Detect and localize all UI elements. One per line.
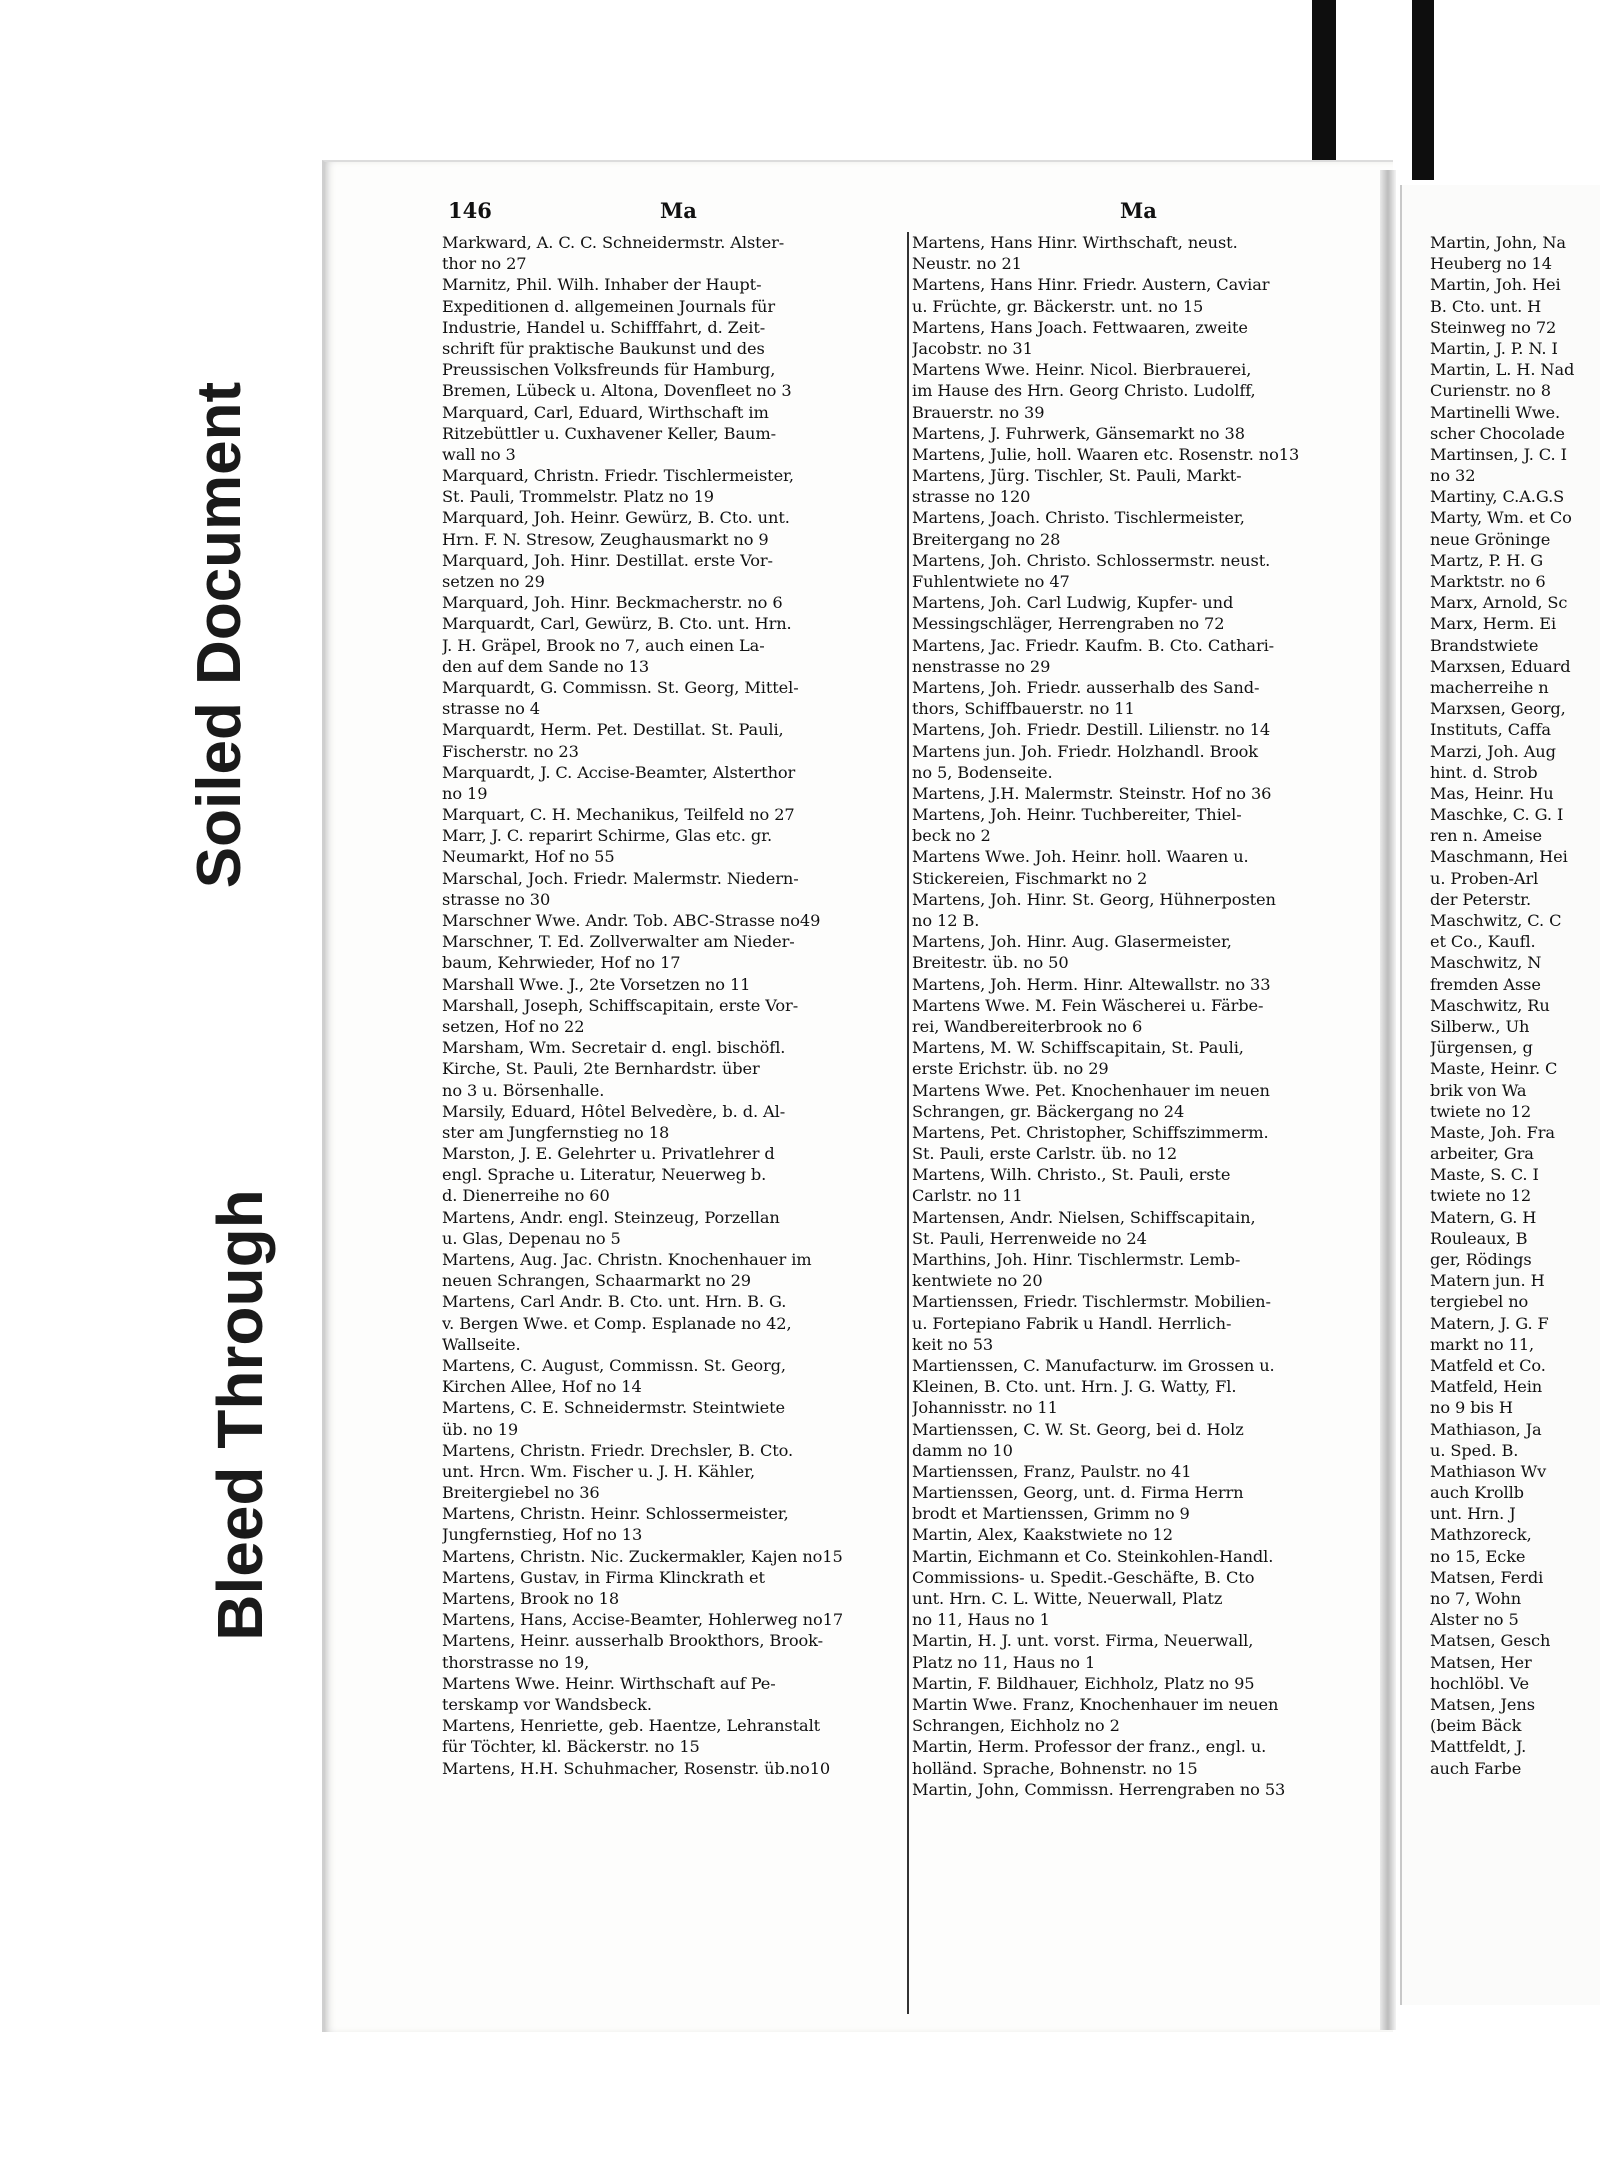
directory-entry-line: Breitergang no 28 bbox=[912, 529, 1061, 549]
directory-entry-line: Mathiason, Ja bbox=[1430, 1419, 1542, 1439]
directory-entry-line: Kleinen, B. Cto. unt. Hrn. J. G. Watty, Fl. bbox=[912, 1377, 1237, 1397]
directory-entry-line: u. Fortepiano Fabrik u Handl. Herrlich- bbox=[912, 1313, 1232, 1333]
left-column-head: Ma bbox=[660, 198, 697, 223]
directory-entry-line: Heuberg no 14 bbox=[1430, 254, 1552, 274]
directory-entry-line: Marquard, Christn. Friedr. Tischlermeister, bbox=[442, 466, 794, 486]
directory-entry-line: Martens, C. August, Commissn. St. Georg, bbox=[442, 1355, 786, 1375]
right-column-head: Ma bbox=[1120, 198, 1157, 223]
directory-entry-line: Martin, Herm. Professor der franz., engl. u. bbox=[912, 1737, 1267, 1757]
directory-entry-line: Maschke, C. G. I bbox=[1430, 805, 1564, 825]
directory-entry-line: St. Pauli, Trommelstr. Platz no 19 bbox=[442, 487, 714, 507]
directory-entry-line: Jürgensen, g bbox=[1430, 1038, 1533, 1058]
directory-entry-line: no 9 bis H bbox=[1430, 1398, 1513, 1418]
directory-entry-line: Martens Wwe. Pet. Knochenhauer im neuen bbox=[912, 1080, 1270, 1100]
directory-entry-line: Martens Wwe. Heinr. Nicol. Bierbrauerei, bbox=[912, 360, 1252, 380]
directory-entry-line: Martens Wwe. M. Fein Wäscherei u. Färbe- bbox=[912, 995, 1264, 1015]
directory-entry-line: Martienssen, C. Manufacturw. im Grossen u. bbox=[912, 1355, 1275, 1375]
directory-entry-line: Martens, Joh. Herm. Hinr. Altewallstr. no 33 bbox=[912, 974, 1271, 994]
directory-entry-line: Steinweg no 72 bbox=[1430, 317, 1557, 337]
directory-entry-line: B. Cto. unt. H bbox=[1430, 296, 1542, 316]
directory-entry-line: Industrie, Handel u. Schifffahrt, d. Zeit- bbox=[442, 317, 766, 337]
directory-entry-line: Marsily, Eduard, Hôtel Belvedère, b. d. Al- bbox=[442, 1101, 786, 1121]
directory-entry-line: Martens, Joh. Heinr. Tuchbereiter, Thiel- bbox=[912, 805, 1242, 825]
directory-entry-line: Martens, Joh. Carl Ludwig, Kupfer- und bbox=[912, 593, 1234, 613]
directory-entry-line: Marquardt, J. C. Accise-Beamter, Alsterthor bbox=[442, 762, 796, 782]
column-rule bbox=[907, 232, 909, 2014]
directory-entry-line: no 19 bbox=[442, 783, 488, 803]
directory-entry-line: tergiebel no bbox=[1430, 1292, 1529, 1312]
directory-entry-line: scher Chocolade bbox=[1430, 423, 1565, 443]
directory-entry-line: Martinelli Wwe. bbox=[1430, 402, 1561, 422]
directory-entry-line: damm no 10 bbox=[912, 1440, 1013, 1460]
directory-entry-line: Wallseite. bbox=[442, 1334, 521, 1354]
directory-entry-line: Marthins, Joh. Hinr. Tischlermstr. Lemb- bbox=[912, 1250, 1241, 1269]
soiled-document-stamp: Soiled Document bbox=[185, 381, 254, 889]
directory-entry-line: unt. Hrcn. Wm. Fischer u. J. H. Kähler, bbox=[442, 1461, 756, 1481]
directory-entry-line: Schrangen, gr. Bäckergang no 24 bbox=[912, 1101, 1185, 1121]
directory-entry-line: Martens, Joh. Hinr. St. Georg, Hühnerposten bbox=[912, 889, 1276, 909]
directory-entry-line: Martens, Hans Hinr. Friedr. Austern, Caviar bbox=[912, 275, 1270, 295]
directory-entry-line: strasse no 30 bbox=[442, 889, 551, 909]
directory-entry-line: Platz no 11, Haus no 1 bbox=[912, 1652, 1096, 1672]
directory-entry-line: no 5, Bodenseite. bbox=[912, 762, 1053, 782]
directory-entry-line: markt no 11, bbox=[1430, 1334, 1535, 1354]
directory-entry-line: Jungfernstieg, Hof no 13 bbox=[442, 1525, 643, 1545]
directory-entry-line: auch Farbe bbox=[1430, 1758, 1522, 1778]
directory-entry-line: Marshall, Joseph, Schiffscapitain, erste Vor- bbox=[442, 995, 799, 1015]
directory-entry-line: nenstrasse no 29 bbox=[912, 656, 1051, 676]
directory-entry-line: Markward, A. C. C. Schneidermstr. Alster- bbox=[442, 233, 785, 252]
directory-entry-line: Jacobstr. no 31 bbox=[912, 338, 1033, 358]
directory-entry-line: Martens, Julie, holl. Waaren etc. Rosenstr. no13 bbox=[912, 444, 1300, 464]
directory-entry-line: Martens, Joh. Christo. Schlossermstr. neust. bbox=[912, 550, 1271, 570]
directory-entry-line: St. Pauli, erste Carlstr. üb. no 12 bbox=[912, 1144, 1178, 1164]
directory-entry-line: Marquard, Joh. Hinr. Destillat. erste Vor- bbox=[442, 550, 773, 570]
directory-entry-line: Marschal, Joch. Friedr. Malermstr. Niedern- bbox=[442, 868, 799, 888]
directory-entry-line: no 7, Wohn bbox=[1430, 1589, 1522, 1608]
directory-entry-line: Martens, Joach. Christo. Tischlermeister, bbox=[912, 508, 1245, 528]
directory-entry-line: Ritzebüttler u. Cuxhavener Keller, Baum- bbox=[442, 423, 776, 443]
directory-entry-line: Martens, Joh. Friedr. Destill. Lilienstr. no 14 bbox=[912, 720, 1271, 740]
directory-entry-line: Martens, C. E. Schneidermstr. Steintwiete bbox=[442, 1398, 786, 1418]
directory-entry-line: Martens, Christn. Heinr. Schlossermeister, bbox=[442, 1504, 789, 1524]
directory-entry-line: Alster no 5 bbox=[1430, 1610, 1519, 1630]
directory-entry-line: Martienssen, Friedr. Tischlermstr. Mobilien- bbox=[912, 1292, 1271, 1312]
directory-entry-line: Mathiason Wv bbox=[1430, 1461, 1547, 1481]
directory-entry-line: Martens, Andr. engl. Steinzeug, Porzellan bbox=[442, 1207, 780, 1227]
directory-entry-line: Martienssen, C. W. St. Georg, bei d. Holz bbox=[912, 1419, 1244, 1439]
directory-entry-line: Marquard, Carl, Eduard, Wirthschaft im bbox=[442, 402, 769, 422]
directory-entry-line: Johannisstr. no 11 bbox=[912, 1398, 1058, 1418]
directory-entry-line: Marr, J. C. reparirt Schirme, Glas etc. gr. bbox=[442, 826, 773, 846]
directory-entry-line: Martin, H. J. unt. vorst. Firma, Neuerwall, bbox=[912, 1631, 1254, 1651]
directory-entry-line: neuen Schrangen, Schaarmarkt no 29 bbox=[442, 1271, 751, 1291]
directory-entry-line: et Co., Kaufl. bbox=[1430, 932, 1536, 952]
directory-entry-line: Marzi, Joh. Aug bbox=[1430, 741, 1556, 761]
directory-entry-line: Martiny, C.A.G.S bbox=[1430, 487, 1565, 507]
directory-entry-line: kentwiete no 20 bbox=[912, 1271, 1043, 1291]
directory-entry-line: J. H. Gräpel, Brook no 7, auch einen La- bbox=[442, 635, 765, 655]
directory-entry-line: Maschwitz, Ru bbox=[1430, 995, 1550, 1015]
directory-entry-line: arbeiter, Gra bbox=[1430, 1144, 1534, 1164]
directory-entry-line: Maste, Heinr. C bbox=[1430, 1059, 1558, 1079]
directory-entry-line: Matsen, Ferdi bbox=[1430, 1567, 1544, 1587]
directory-entry-line: Curienstr. no 8 bbox=[1430, 381, 1551, 401]
directory-entry-line: no 32 bbox=[1430, 466, 1476, 486]
directory-entry-line: Marquard, Joh. Heinr. Gewürz, B. Cto. unt. bbox=[442, 508, 790, 528]
directory-entry-line: Fischerstr. no 23 bbox=[442, 741, 579, 761]
directory-entry-line: ster am Jungfernstieg no 18 bbox=[442, 1122, 670, 1142]
directory-entry-line: Brauerstr. no 39 bbox=[912, 402, 1045, 422]
directory-entry-line: Martens Wwe. Joh. Heinr. holl. Waaren u. bbox=[912, 847, 1249, 867]
directory-entry-line: schrift für praktische Baukunst und des bbox=[442, 338, 765, 358]
directory-entry-line: u. Glas, Depenau no 5 bbox=[442, 1228, 621, 1248]
directory-entry-line: Martin, Eichmann et Co. Steinkohlen-Handl. bbox=[912, 1546, 1274, 1566]
directory-entry-line: strasse no 4 bbox=[442, 699, 540, 719]
directory-entry-line: Stickereien, Fischmarkt no 2 bbox=[912, 868, 1148, 888]
directory-entry-line: Mas, Heinr. Hu bbox=[1430, 783, 1554, 803]
directory-entry-line: Martens, Christn. Nic. Zuckermakler, Kajen no15 bbox=[442, 1546, 843, 1566]
directory-entry-line: brodt et Martienssen, Grimm no 9 bbox=[912, 1504, 1190, 1524]
directory-entry-line: im Hause des Hrn. Georg Christo. Ludolff, bbox=[912, 381, 1256, 401]
directory-entry-line: Marxsen, Georg, bbox=[1430, 699, 1566, 719]
directory-entry-line: terskamp vor Wandsbeck. bbox=[442, 1694, 652, 1714]
directory-entry-line: Martinsen, J. C. I bbox=[1430, 444, 1567, 464]
directory-entry-line: Martens, Pet. Christopher, Schiffszimmerm. bbox=[912, 1122, 1269, 1142]
directory-entry-line: holländ. Sprache, Bohnenstr. no 15 bbox=[912, 1758, 1198, 1778]
directory-entry-line: Marshall Wwe. J., 2te Vorsetzen no 11 bbox=[442, 974, 751, 994]
directory-entry-line: v. Bergen Wwe. et Comp. Esplanade no 42, bbox=[442, 1313, 792, 1333]
directory-entry-line: fremden Asse bbox=[1430, 974, 1541, 994]
directory-entry-line: d. Dienerreihe no 60 bbox=[442, 1186, 610, 1206]
directory-entry-line: Maste, Joh. Fra bbox=[1430, 1122, 1555, 1142]
directory-entry-line: keit no 53 bbox=[912, 1334, 994, 1354]
directory-entry-line: Marschner, T. Ed. Zollverwalter am Nieder- bbox=[442, 932, 795, 952]
directory-entry-line: Martens, Christn. Friedr. Drechsler, B. Cto. bbox=[442, 1440, 794, 1460]
directory-entry-line: Maschwitz, C. C bbox=[1430, 911, 1562, 930]
directory-entry-line: Martens, Henriette, geb. Haentze, Lehranstalt bbox=[442, 1716, 821, 1736]
directory-entry-line: Marx, Herm. Ei bbox=[1430, 614, 1557, 634]
directory-entry-line: Marnitz, Phil. Wilh. Inhaber der Haupt- bbox=[442, 275, 762, 295]
directory-entry-line: für Töchter, kl. Bäckerstr. no 15 bbox=[442, 1737, 700, 1757]
directory-entry-line: Marquardt, Carl, Gewürz, B. Cto. unt. Hrn. bbox=[442, 614, 792, 634]
directory-entry-line: strasse no 120 bbox=[912, 487, 1031, 507]
directory-entry-line: Mathzoreck, bbox=[1430, 1525, 1532, 1545]
directory-entry-line: thorstrasse no 19, bbox=[442, 1652, 590, 1672]
directory-entry-line: u. Proben-Arl bbox=[1430, 868, 1539, 888]
directory-entry-line: Matern, G. H bbox=[1430, 1207, 1537, 1227]
directory-entry-line: Maschwitz, N bbox=[1430, 953, 1542, 973]
directory-entry-line: Instituts, Caffa bbox=[1430, 720, 1551, 740]
directory-entry-line: Commissions- u. Spedit.-Geschäfte, B. Cto bbox=[912, 1567, 1255, 1587]
left-column bbox=[442, 232, 912, 1779]
directory-entry-line: Neumarkt, Hof no 55 bbox=[442, 847, 615, 867]
directory-entry-line: Matfeld, Hein bbox=[1430, 1377, 1543, 1397]
page-edge bbox=[1380, 170, 1396, 2030]
directory-entry-line: Marktstr. no 6 bbox=[1430, 572, 1546, 591]
directory-entry-line: neue Gröninge bbox=[1430, 529, 1551, 549]
directory-entry-line: Marsham, Wm. Secretair d. engl. bischöfl. bbox=[442, 1038, 786, 1058]
directory-entry-line: Marty, Wm. et Co bbox=[1430, 508, 1572, 528]
directory-entry-line: Martens, Aug. Jac. Christn. Knochenhauer im bbox=[442, 1250, 812, 1269]
directory-entry-line: Rouleaux, B bbox=[1430, 1228, 1528, 1248]
directory-entry-line: brik von Wa bbox=[1430, 1080, 1527, 1100]
directory-entry-line: no 3 u. Börsenhalle. bbox=[442, 1080, 605, 1100]
directory-entry-line: baum, Kehrwieder, Hof no 17 bbox=[442, 953, 681, 973]
directory-entry-line: Carlstr. no 11 bbox=[912, 1186, 1023, 1206]
directory-entry-line: Martin, Alex, Kaakstwiete no 12 bbox=[912, 1525, 1173, 1545]
binding-shadow-right bbox=[1412, 0, 1434, 180]
directory-entry-line: engl. Sprache u. Literatur, Neuerweg b. bbox=[442, 1165, 767, 1185]
directory-entry-line: unt. Hrn. C. L. Witte, Neuerwall, Platz bbox=[912, 1589, 1223, 1608]
directory-entry-line: rei, Wandbereiterbrook no 6 bbox=[912, 1016, 1143, 1036]
directory-entry-line: Breitergiebel no 36 bbox=[442, 1483, 600, 1503]
directory-entry-line: Martens, Hans Hinr. Wirthschaft, neust. bbox=[912, 233, 1238, 252]
directory-entry-line: Martin, J. P. N. I bbox=[1430, 338, 1558, 358]
directory-entry-line: Bremen, Lübeck u. Altona, Dovenfleet no 3 bbox=[442, 381, 792, 401]
directory-entry-line: Kirchen Allee, Hof no 14 bbox=[442, 1377, 642, 1397]
directory-entry-line: Silberw., Uh bbox=[1430, 1016, 1530, 1036]
directory-entry-line: beck no 2 bbox=[912, 826, 991, 846]
directory-entry-line: Martienssen, Franz, Paulstr. no 41 bbox=[912, 1461, 1192, 1481]
bleed-through-stamp: Bleed Through bbox=[204, 1189, 276, 1641]
directory-entry-line: Marx, Arnold, Sc bbox=[1430, 593, 1568, 613]
directory-entry-line: Martens, Hans, Accise-Beamter, Hohlerweg no17 bbox=[442, 1610, 844, 1630]
directory-entry-line: hint. d. Strob bbox=[1430, 762, 1538, 782]
directory-entry-line: Martens, Joh. Hinr. Aug. Glasermeister, bbox=[912, 932, 1232, 952]
directory-entry-line: Marxsen, Eduard bbox=[1430, 656, 1571, 676]
directory-entry-line: Martens, Hans Joach. Fettwaaren, zweite bbox=[912, 317, 1248, 337]
directory-entry-line: Martin, Joh. Hei bbox=[1430, 275, 1561, 295]
right-column bbox=[912, 232, 1382, 1800]
directory-entry-line: Marquart, C. H. Mechanikus, Teilfeld no 27 bbox=[442, 805, 795, 825]
directory-entry-line: den auf dem Sande no 13 bbox=[442, 656, 650, 676]
directory-entry-line: Marschner Wwe. Andr. Tob. ABC-Strasse no49 bbox=[442, 911, 821, 930]
directory-entry-line: hochlöbl. Ve bbox=[1430, 1673, 1529, 1693]
directory-entry-line: twiete no 12 bbox=[1430, 1101, 1532, 1121]
directory-entry-line: Marquardt, Herm. Pet. Destillat. St. Pauli, bbox=[442, 720, 784, 740]
directory-entry-line: Martens, Joh. Friedr. ausserhalb des Sand- bbox=[912, 677, 1260, 697]
directory-entry-line: (beim Bäck bbox=[1430, 1716, 1522, 1736]
directory-entry-line: Matern, J. G. F bbox=[1430, 1313, 1549, 1333]
directory-entry-line: Mattfeldt, J. bbox=[1430, 1737, 1527, 1757]
binding-shadow bbox=[1312, 0, 1336, 180]
directory-entry-line: thors, Schiffbauerstr. no 11 bbox=[912, 699, 1135, 719]
directory-entry-line: Fuhlentwiete no 47 bbox=[912, 572, 1070, 591]
directory-entry-line: no 11, Haus no 1 bbox=[912, 1610, 1050, 1630]
directory-entry-line: Martensen, Andr. Nielsen, Schiffscapitain, bbox=[912, 1207, 1256, 1227]
directory-entry-line: Martens, J.H. Malermstr. Steinstr. Hof no 36 bbox=[912, 783, 1272, 803]
directory-entry-line: Breitestr. üb. no 50 bbox=[912, 953, 1069, 973]
directory-entry-line: Matfeld et Co. bbox=[1430, 1355, 1546, 1375]
directory-entry-line: üb. no 19 bbox=[442, 1419, 519, 1439]
directory-entry-line: Messingschläger, Herrengraben no 72 bbox=[912, 614, 1225, 634]
directory-entry-line: macherreihe n bbox=[1430, 677, 1549, 697]
directory-entry-line: Martens jun. Joh. Friedr. Holzhandl. Brook bbox=[912, 741, 1259, 761]
directory-entry-line: der Peterstr. bbox=[1430, 889, 1532, 909]
directory-entry-line: thor no 27 bbox=[442, 254, 527, 274]
directory-entry-line: Martin, F. Bildhauer, Eichholz, Platz no 95 bbox=[912, 1673, 1255, 1693]
directory-entry-line: wall no 3 bbox=[442, 444, 516, 464]
directory-entry-line: unt. Hrn. J bbox=[1430, 1504, 1516, 1524]
directory-entry-line: Marquard, Joh. Hinr. Beckmacherstr. no 6 bbox=[442, 593, 783, 613]
directory-entry-line: Martens, Heinr. ausserhalb Brookthors, Brook- bbox=[442, 1631, 823, 1651]
directory-entry-line: Martens, J. Fuhrwerk, Gänsemarkt no 38 bbox=[912, 423, 1245, 443]
directory-entry-line: Martens, Wilh. Christo., St. Pauli, erste bbox=[912, 1165, 1231, 1185]
directory-entry-line: St. Pauli, Herrenweide no 24 bbox=[912, 1228, 1147, 1248]
directory-entry-line: Martin, John, Na bbox=[1430, 233, 1566, 252]
page-number: 146 bbox=[448, 198, 492, 223]
directory-entry-line: Martz, P. H. G bbox=[1430, 550, 1544, 570]
directory-entry-line: setzen no 29 bbox=[442, 572, 545, 591]
directory-entry-line: Martin Wwe. Franz, Knochenhauer im neuen bbox=[912, 1694, 1279, 1714]
directory-entry-line: Kirche, St. Pauli, 2te Bernhardstr. über bbox=[442, 1059, 760, 1079]
directory-entry-line: Martens, Jürg. Tischler, St. Pauli, Markt- bbox=[912, 466, 1242, 486]
directory-entry-line: twiete no 12 bbox=[1430, 1186, 1532, 1206]
directory-entry-line: Marquardt, G. Commissn. St. Georg, Mittel- bbox=[442, 677, 799, 697]
directory-entry-line: ger, Rödings bbox=[1430, 1250, 1532, 1269]
directory-entry-line: Matsen, Jens bbox=[1430, 1694, 1535, 1714]
directory-entry-line: u. Sped. B. bbox=[1430, 1440, 1519, 1460]
directory-entry-line: Martens, H.H. Schuhmacher, Rosenstr. üb.no10 bbox=[442, 1758, 831, 1778]
directory-entry-line: Matsen, Gesch bbox=[1430, 1631, 1551, 1651]
directory-entry-line: erste Erichstr. üb. no 29 bbox=[912, 1059, 1109, 1079]
directory-entry-line: Neustr. no 21 bbox=[912, 254, 1022, 274]
directory-entry-line: setzen, Hof no 22 bbox=[442, 1016, 585, 1036]
directory-entry-line: Martens, M. W. Schiffscapitain, St. Pauli, bbox=[912, 1038, 1244, 1058]
directory-entry-line: Maste, S. C. I bbox=[1430, 1165, 1539, 1185]
directory-entry-line: Martens, Jac. Friedr. Kaufm. B. Cto. Cathari- bbox=[912, 635, 1275, 655]
directory-entry-line: Maschmann, Hei bbox=[1430, 847, 1568, 867]
directory-entry-line: Hrn. F. N. Stresow, Zeughausmarkt no 9 bbox=[442, 529, 769, 549]
directory-entry-line: Matern jun. H bbox=[1430, 1271, 1545, 1291]
directory-entry-line: Matsen, Her bbox=[1430, 1652, 1532, 1672]
directory-entry-line: Martens Wwe. Heinr. Wirthschaft auf Pe- bbox=[442, 1673, 776, 1693]
directory-entry-line: Expeditionen d. allgemeinen Journals für bbox=[442, 296, 775, 316]
directory-entry-line: Martens, Carl Andr. B. Cto. unt. Hrn. B. G. bbox=[442, 1292, 787, 1312]
directory-entry-line: Martienssen, Georg, unt. d. Firma Herrn bbox=[912, 1483, 1244, 1503]
directory-entry-line: u. Früchte, gr. Bäckerstr. unt. no 15 bbox=[912, 296, 1204, 316]
directory-entry-line: ren n. Ameise bbox=[1430, 826, 1542, 846]
directory-entry-line: Martin, John, Commissn. Herrengraben no 53 bbox=[912, 1779, 1286, 1799]
directory-entry-line: no 15, Ecke bbox=[1430, 1546, 1526, 1566]
next-page-column bbox=[1430, 232, 1600, 1779]
directory-entry-line: Preussischen Volksfreunds für Hamburg, bbox=[442, 360, 776, 380]
directory-entry-line: Martin, L. H. Nad bbox=[1430, 360, 1575, 380]
directory-entry-line: Brandstwiete bbox=[1430, 635, 1539, 655]
directory-entry-line: Schrangen, Eichholz no 2 bbox=[912, 1716, 1120, 1736]
directory-entry-line: no 12 B. bbox=[912, 911, 980, 930]
directory-entry-line: Marston, J. E. Gelehrter u. Privatlehrer d bbox=[442, 1144, 775, 1164]
directory-entry-line: Martens, Brook no 18 bbox=[442, 1589, 620, 1608]
directory-entry-line: Martens, Gustav, in Firma Klinckrath et bbox=[442, 1567, 765, 1587]
directory-entry-line: auch Krollb bbox=[1430, 1483, 1524, 1503]
